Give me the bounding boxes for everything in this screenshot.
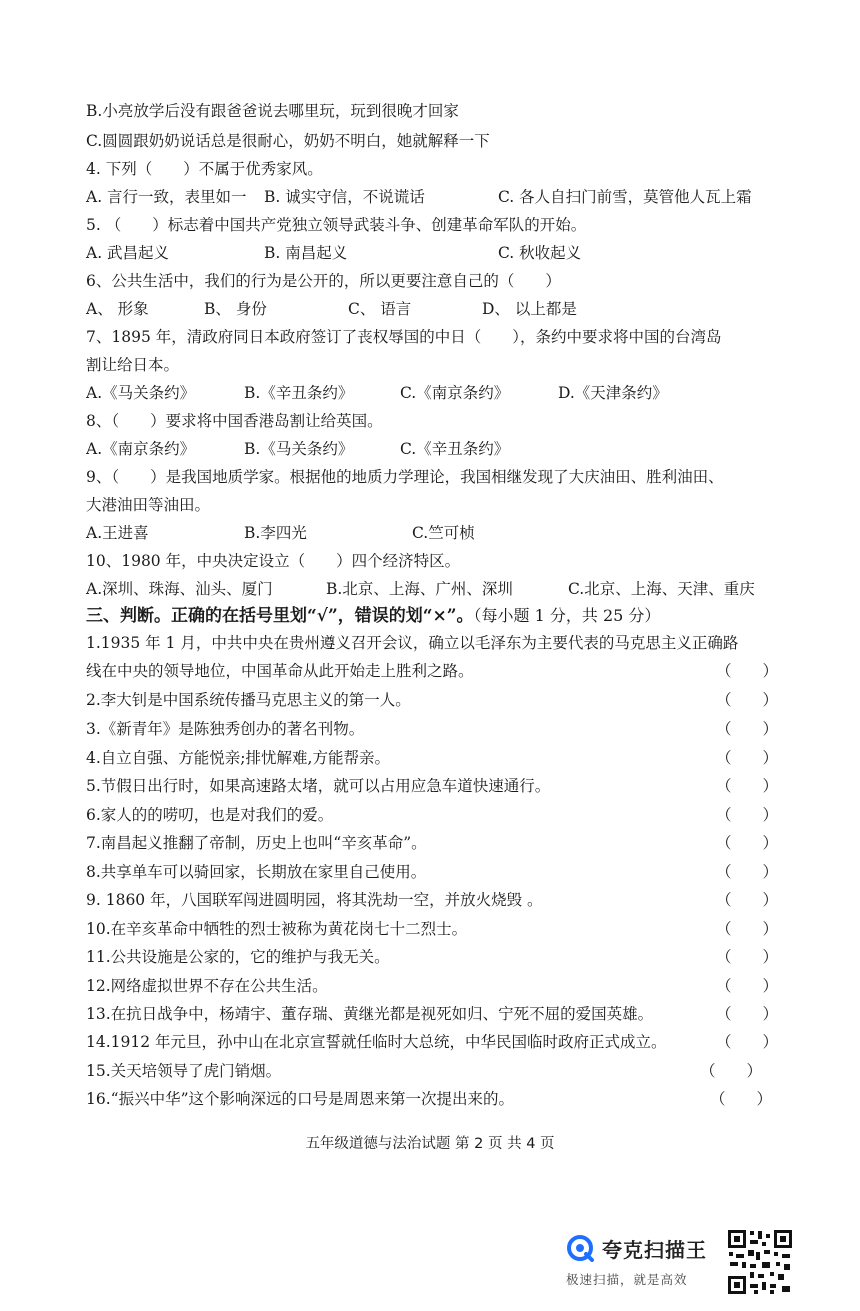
answer-paren[interactable]: （ ） bbox=[710, 1090, 773, 1108]
answer-paren[interactable]: （ ） bbox=[716, 948, 779, 966]
question-9-stem-cont: 大港油田等油田。 bbox=[86, 496, 211, 514]
option-line-b: B.小亮放学后没有跟爸爸说去哪里玩，玩到很晚才回家 bbox=[86, 102, 459, 120]
judge-item: 4.自立自强、方能悦亲;排忧解难,方能帮亲。 bbox=[86, 749, 390, 767]
option-d: D、 以上都是 bbox=[482, 300, 577, 318]
option-b: B、 身份 bbox=[204, 300, 267, 318]
judge-item-cont: 线在中央的领导地位，中国革命从此开始走上胜利之路。 bbox=[86, 662, 474, 680]
option-c: C.竺可桢 bbox=[412, 524, 475, 542]
question-5-stem: 5. （ ）标志着中国共产党独立领导武装斗争、创建革命军队的开始。 bbox=[86, 216, 587, 234]
answer-paren[interactable]: （ ） bbox=[716, 834, 779, 852]
judge-item: 5.节假日出行时，如果高速路太堵，就可以占用应急车道快速通行。 bbox=[86, 777, 551, 795]
qr-code-icon bbox=[726, 1228, 794, 1296]
question-4-stem: 4. 下列（ ）不属于优秀家风。 bbox=[86, 160, 323, 178]
question-8-stem: 8、（ ）要求将中国香港岛割让给英国。 bbox=[86, 412, 383, 430]
option-line-c: C.圆圆跟奶奶说话总是很耐心，奶奶不明白，她就解释一下 bbox=[86, 132, 490, 150]
option-a: A.深圳、珠海、汕头、厦门 bbox=[86, 580, 273, 598]
answer-paren[interactable]: （ ） bbox=[700, 1062, 763, 1080]
scanner-slogan: 极速扫描，就是高效 bbox=[566, 1272, 688, 1287]
question-10-stem: 10、1980 年，中央决定设立（ ）四个经济特区。 bbox=[86, 552, 461, 570]
answer-paren[interactable]: （ ） bbox=[716, 1033, 779, 1051]
option-c: C.《南京条约》 bbox=[400, 384, 510, 402]
option-a: A. 言行一致，表里如一 bbox=[86, 188, 247, 206]
page-footer: 五年级道德与法治试题 第 2 页 共 4 页 bbox=[305, 1136, 555, 1152]
answer-paren[interactable]: （ ） bbox=[716, 863, 779, 881]
answer-paren[interactable]: （ ） bbox=[716, 720, 779, 738]
option-a: A、 形象 bbox=[86, 300, 149, 318]
question-7-stem-cont: 割让给日本。 bbox=[86, 356, 180, 374]
answer-paren[interactable]: （ ） bbox=[716, 777, 779, 795]
option-d: D.《天津条约》 bbox=[558, 384, 668, 402]
section-3-heading bbox=[86, 604, 660, 628]
option-a: A.《南京条约》 bbox=[86, 440, 196, 458]
judge-item: 1.1935 年 1 月，中共中央在贵州遵义召开会议，确立以毛泽东为主要代表的马克思主义正确路 bbox=[86, 634, 739, 652]
option-b: B. 南昌起义 bbox=[264, 244, 348, 262]
answer-paren[interactable]: （ ） bbox=[716, 891, 779, 909]
option-c: C.北京、上海、天津、重庆 bbox=[568, 580, 755, 598]
question-9-stem: 9、（ ）是我国地质学家。根据他的地质力学理论，我国相继发现了大庆油田、胜利油田、 bbox=[86, 468, 724, 486]
judge-item: 12.网络虚拟世界不存在公共生活。 bbox=[86, 977, 328, 995]
judge-item: 14.1912 年元旦，孙中山在北京宣誓就任临时大总统，中华民国临时政府正式成立。 bbox=[86, 1033, 667, 1051]
question-6-stem: 6、公共生活中，我们的行为是公开的，所以更要注意自己的（ ） bbox=[86, 272, 561, 290]
judge-item: 6.家人的的唠叨，也是对我们的爱。 bbox=[86, 806, 334, 824]
option-a: A.《马关条约》 bbox=[86, 384, 196, 402]
judge-item: 8.共享单车可以骑回家，长期放在家里自己使用。 bbox=[86, 863, 427, 881]
quark-logo-icon bbox=[566, 1234, 594, 1262]
option-b: B.《辛丑条约》 bbox=[244, 384, 354, 402]
section-3-title: 三、判断。正确的在括号里划“√”，错误的划“×”。 bbox=[86, 606, 474, 626]
option-b: B.李四光 bbox=[244, 524, 307, 542]
scanner-watermark bbox=[566, 1232, 726, 1292]
option-a: A. 武昌起义 bbox=[86, 244, 170, 262]
judge-item: 7.南昌起义推翻了帝制，历史上也叫“辛亥革命”。 bbox=[86, 834, 427, 852]
option-c: C、 语言 bbox=[348, 300, 412, 318]
judge-item: 2.李大钊是中国系统传播马克思主义的第一人。 bbox=[86, 691, 411, 709]
answer-paren[interactable]: （ ） bbox=[716, 920, 779, 938]
answer-paren[interactable]: （ ） bbox=[716, 749, 779, 767]
option-a: A.王进喜 bbox=[86, 524, 149, 542]
option-b: B. 诚实守信，不说谎话 bbox=[264, 188, 425, 206]
answer-paren[interactable]: （ ） bbox=[716, 691, 779, 709]
scanner-app-name: 夸克扫描王 bbox=[602, 1238, 707, 1262]
judge-item: 3.《新青年》是陈独秀创办的著名刊物。 bbox=[86, 720, 365, 738]
judge-item: 10.在辛亥革命中牺牲的烈士被称为黄花岗七十二烈士。 bbox=[86, 920, 468, 938]
judge-item: 16.“振兴中华”这个影响深远的口号是周恩来第一次提出来的。 bbox=[86, 1090, 515, 1108]
section-3-score-note: （每小题 1 分，共 25 分） bbox=[473, 606, 661, 625]
option-c: C. 秋收起义 bbox=[498, 244, 582, 262]
option-b: B.《马关条约》 bbox=[244, 440, 354, 458]
option-b: B.北京、上海、广州、深圳 bbox=[326, 580, 513, 598]
answer-paren[interactable]: （ ） bbox=[716, 662, 779, 680]
answer-paren[interactable]: （ ） bbox=[716, 977, 779, 995]
question-7-stem: 7、1895 年，清政府同日本政府签订了丧权辱国的中日（ ），条约中要求将中国的台湾岛 bbox=[86, 328, 722, 346]
option-c: C. 各人自扫门前雪，莫管他人瓦上霜 bbox=[498, 188, 752, 206]
judge-item: 15.关天培领导了虎门销烟。 bbox=[86, 1062, 282, 1080]
judge-item: 9. 1860 年，八国联军闯进圆明园，将其洗劫一空，并放火烧毁 。 bbox=[86, 891, 543, 909]
option-c: C.《辛丑条约》 bbox=[400, 440, 510, 458]
judge-item: 13.在抗日战争中，杨靖宇、董存瑞、黄继光都是视死如归、宁死不屈的爱国英雄。 bbox=[86, 1005, 654, 1023]
answer-paren[interactable]: （ ） bbox=[716, 1005, 779, 1023]
answer-paren[interactable]: （ ） bbox=[716, 806, 779, 824]
judge-item: 11.公共设施是公家的，它的维护与我无关。 bbox=[86, 948, 390, 966]
